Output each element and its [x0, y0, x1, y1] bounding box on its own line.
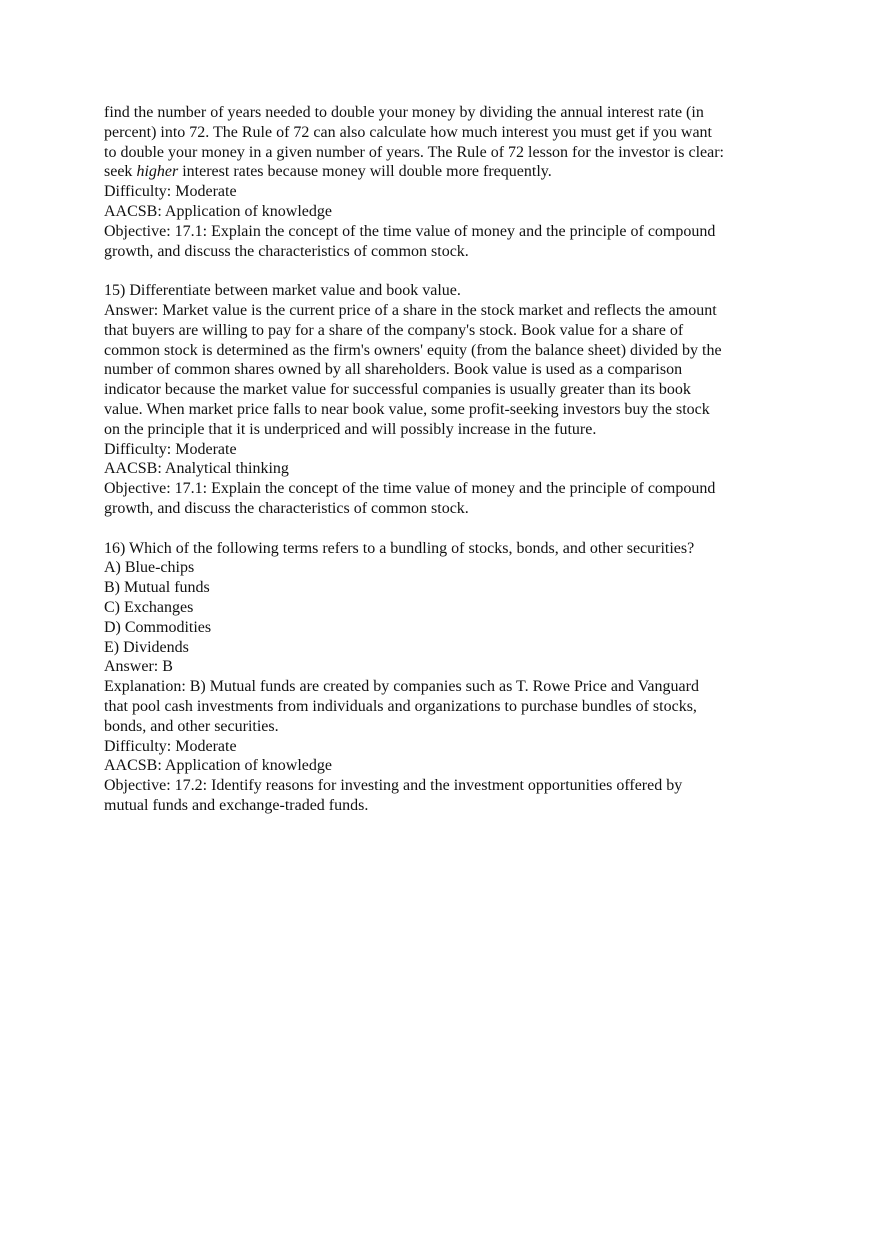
explanation-line: that pool cash investments from individuals and organizations to purchase bundles of stocks,	[104, 697, 697, 715]
intro-prefix: seek	[104, 163, 137, 181]
question-16	[104, 539, 774, 816]
objective-line: Objective: 17.1: Explain the concept of the time value of money and the principle of compound	[104, 480, 716, 498]
intro-suffix: interest rates because money will double more frequently.	[178, 163, 552, 181]
difficulty-label: Difficulty: Moderate	[104, 737, 237, 755]
document-page	[104, 103, 774, 816]
explanation-line: Explanation: B) Mutual funds are created by companies such as T. Rowe Price and Vanguard	[104, 678, 699, 696]
answer-line: on the principle that it is underpriced and will possibly increase in the future.	[104, 420, 597, 438]
objective-line: Objective: 17.2: Identify reasons for investing and the investment opportunities offered by	[104, 777, 683, 795]
section-gap	[104, 519, 774, 539]
answer-label: Answer: B	[104, 658, 173, 676]
objective-line: growth, and discuss the characteristics of common stock.	[104, 499, 469, 517]
answer-line: Answer: Market value is the current price of a share in the stock market and reflects the amount	[104, 301, 717, 319]
aacsb-label: AACSB: Analytical thinking	[104, 460, 289, 478]
option-d: D) Commodities	[104, 618, 212, 636]
intro-line: to double your money in a given number of years. The Rule of 72 lesson for the investor is clear:	[104, 143, 724, 161]
emphasis-word: higher	[136, 163, 179, 181]
question-text: 15) Differentiate between market value and book value.	[104, 282, 461, 300]
objective-line: mutual funds and exchange-traded funds.	[104, 796, 369, 814]
aacsb-label: AACSB: Application of knowledge	[104, 202, 332, 220]
intro-line: percent) into 72. The Rule of 72 can also calculate how much interest you must get if you want	[104, 123, 712, 141]
option-e: E) Dividends	[104, 638, 189, 656]
question-text: 16) Which of the following terms refers to a bundling of stocks, bonds, and other securities?	[104, 539, 695, 557]
intro-line-emphasis	[104, 162, 774, 182]
objective-line: Objective: 17.1: Explain the concept of the time value of money and the principle of compound	[104, 222, 716, 240]
option-b: B) Mutual funds	[104, 579, 210, 597]
question-15	[104, 281, 774, 519]
objective-line: growth, and discuss the characteristics of common stock.	[104, 242, 469, 260]
intro-section	[104, 103, 774, 261]
answer-line: value. When market price falls to near book value, some profit-seeking investors buy the stock	[104, 400, 710, 418]
answer-line: number of common shares owned by all shareholders. Book value is used as a comparison	[104, 361, 683, 379]
aacsb-label: AACSB: Application of knowledge	[104, 757, 332, 775]
option-c: C) Exchanges	[104, 598, 194, 616]
answer-line: that buyers are willing to pay for a share of the company's stock. Book value for a share of	[104, 321, 684, 339]
explanation-line: bonds, and other securities.	[104, 717, 279, 735]
difficulty-label: Difficulty: Moderate	[104, 440, 237, 458]
section-gap	[104, 261, 774, 281]
option-a: A) Blue-chips	[104, 559, 195, 577]
answer-line: common stock is determined as the firm's owners' equity (from the balance sheet) divided by the	[104, 341, 722, 359]
answer-line: indicator because the market value for successful companies is usually greater than its book	[104, 381, 691, 399]
difficulty-label: Difficulty: Moderate	[104, 183, 237, 201]
intro-line: find the number of years needed to double your money by dividing the annual interest rate (in	[104, 104, 704, 121]
